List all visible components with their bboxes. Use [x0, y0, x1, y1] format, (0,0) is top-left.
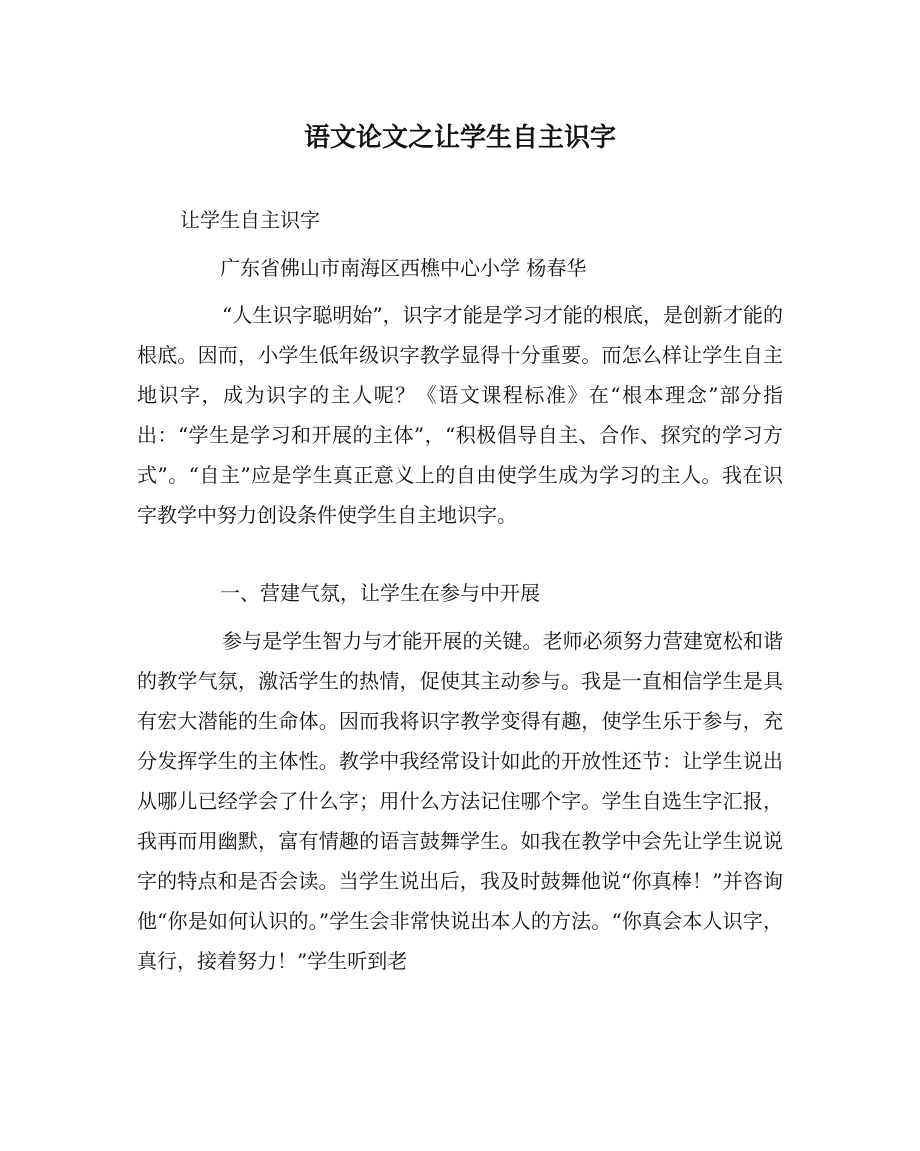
intro-paragraph: “人生识字聪明始”，识字才能是学习才能的根底，是创新才能的根底。因而，小学生低年级识字教学显得十分重要。而怎么样让学生自主地识字，成为识字的主人呢？《语文课程标准》在“根本理念”部分指出：“学生是学习和开展的主体”，“积极倡导自主、合作、探究的学习方式”。“自主”应是学生真正意义上的自由使学生成为学习的主人。我在识字教学中努力创设条件使学生自主地识字。 [137, 303, 783, 527]
section-heading: 一、营建气氛，让学生在参与中开展 [220, 581, 540, 605]
document-title: 语文论文之让学生自主识字 [303, 123, 616, 153]
document-subtitle: 让学生自主识字 [180, 208, 320, 232]
author-line: 广东省佛山市南海区西樵中心小学 杨春华 [220, 256, 587, 280]
section-paragraph: 参与是学生智力与才能开展的关键。老师必须努力营建宽松和谐的教学气氛，激活学生的热情，促使其主动参与。我是一直相信学生是具有宏大潜能的生命体。因而我将识字教学变得有趣，使学生乐于参与，充分发挥学生的主体性。教学中我经常设计如此的开放性还节：让学生说出从哪儿已经学会了什么字；用什么方法记住哪个字。学生自选生字汇报，我再而用幽默，富有情趣的语言鼓舞学生。如我在教学中会先让学生说说字的特点和是否会读。当学生说出后，我及时鼓舞他说“你真棒！”并咨询他“你是如何认识的。”学生会非常快说出本人的方法。“你真会本人识字，真行，接着努力！”学生听到老 [137, 629, 783, 973]
